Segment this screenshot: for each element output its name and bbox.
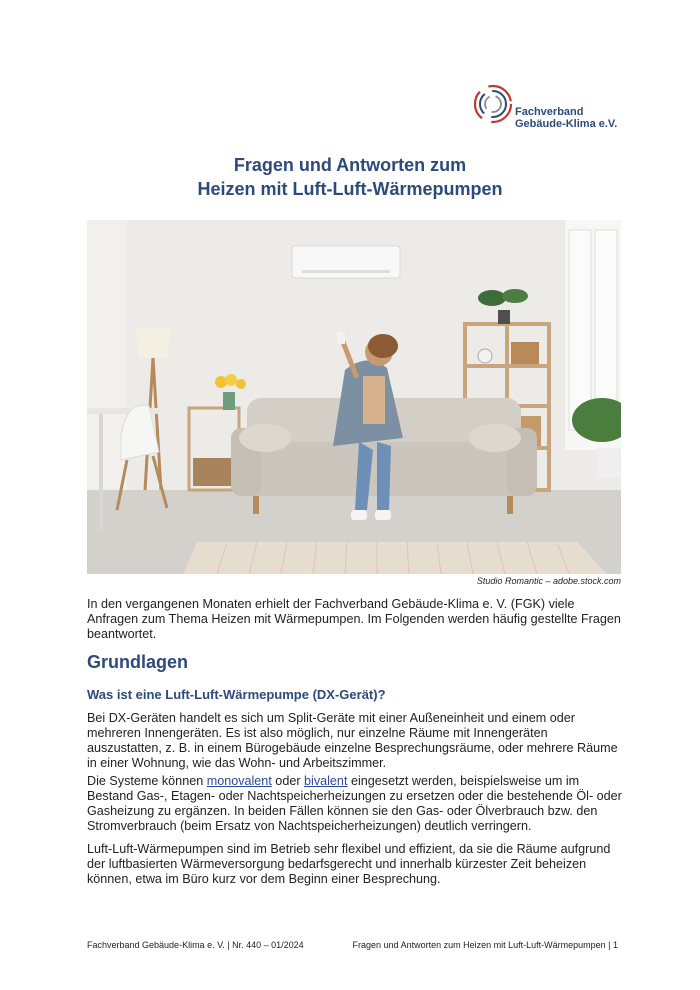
title-line1: Fragen und Antworten zum [233,155,467,175]
logo-line1: Fachverband [515,106,584,118]
logo-line2: Gebäude-Klima e.V. [515,118,618,130]
p2-text-c: eingesetzt werden, beispielsweise um im Bestand Gas-, Etagen- oder Nachtspeicherheizungen zu ersetzen oder die bestehende Öl- oder Gasheizung zu ergänzen. In beiden Fällen können sie den Gas- oder Ölverbrauch bzw. den Stromverbrauch (beim Ersatz von Nachtspeicherheizungen) deutlich verringern. [87,774,622,833]
answer-paragraph-2 [87,774,622,834]
footer-title-page: Fragen und Antworten zum Heizen mit Luft-Luft-Wärmepumpen | 1 [352,940,618,950]
answer-paragraph-1: Bei DX-Geräten handelt es sich um Split-Geräte mit einer Außeneinheit und einem oder mehreren Innengeräten. Es ist also möglich, nur einzelne Räume mit Innengeräten auszustatten, z. B. in einem Bürogebäude einzelne Besprechungsräume, oder mehrere Räume in einer Wohnung, wie das Wohn- und Arbeitszimmer. [87,711,618,770]
title-line2: Heizen mit Luft-Luft-Wärmepumpen [197,179,503,199]
fgk-logo-text [515,106,617,130]
living-room-photo [87,220,621,574]
photo-credit: Studio Romantic – adobe.stock.com [476,576,621,586]
p2-text-b: oder [271,774,305,788]
answer-paragraph-3: Luft-Luft-Wärmepumpen sind im Betrieb sehr flexibel und effizient, da sie die Räume aufgrund der luftbasierten Wärmeversorgung bedarfsgerecht und innerhalb kürzester Zeit beheizen können, etwa im Büro kurz vor dem Beginn einer Besprechung. [87,842,611,886]
fgk-logo-mark-icon [473,82,517,126]
document-title [0,153,700,201]
living-room-illustration [87,220,621,574]
p2-text-a: Die Systeme können [87,774,207,788]
fgk-logo [473,82,673,130]
bivalent-link[interactable]: bivalent [304,774,348,788]
section-heading: Grundlagen [87,652,189,672]
intro-paragraph: In den vergangenen Monaten erhielt der Fachverband Gebäude-Klima e. V. (FGK) viele Anfragen zum Thema Heizen mit Wärmepumpen. Im Folgenden werden häufig gestellte Fragen beantwortet. [87,597,621,641]
question-heading: Was ist eine Luft-Luft-Wärmepumpe (DX-Gerät)? [87,687,386,702]
monovalent-link[interactable]: monovalent [206,774,272,788]
footer-publisher: Fachverband Gebäude-Klima e. V. | Nr. 440 – 01/2024 [87,940,304,950]
